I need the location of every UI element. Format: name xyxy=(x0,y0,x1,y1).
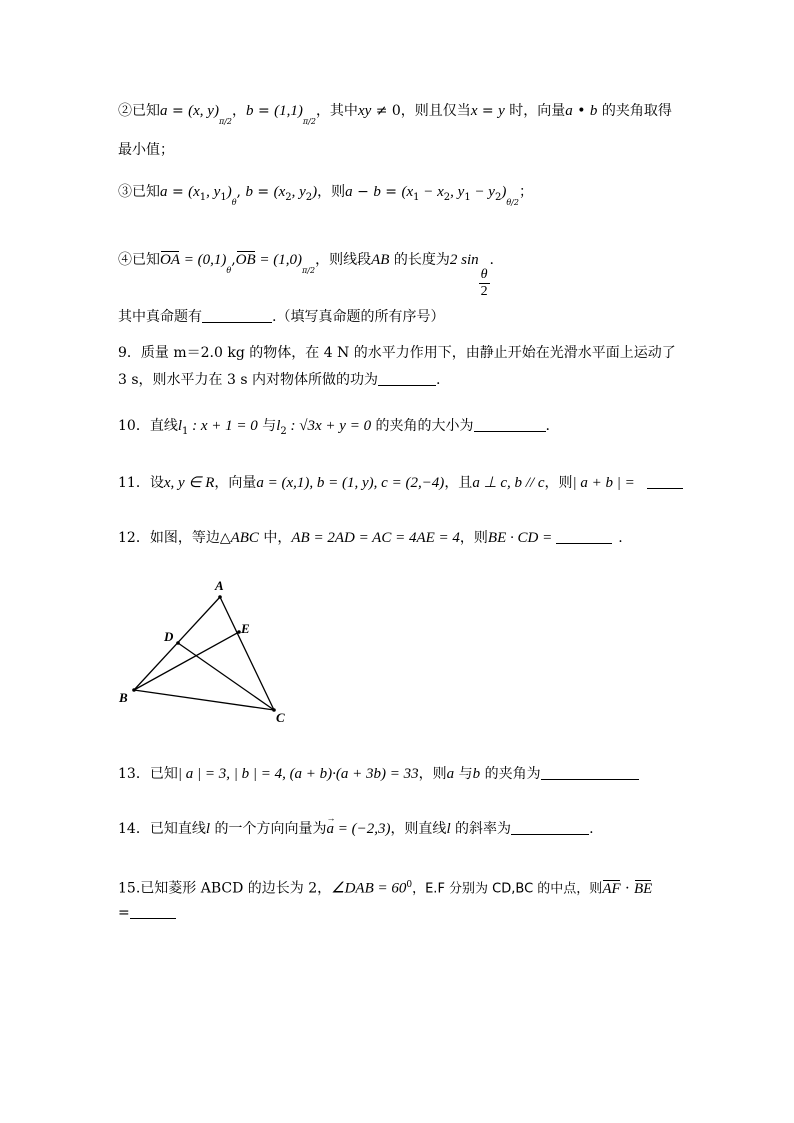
m: , y xyxy=(291,184,306,200)
fraction xyxy=(479,267,490,300)
math-xy: (x, y) xyxy=(188,103,219,119)
m: | a | = 3, | b | = 4, (a + b)·(a + 3b) = 33 xyxy=(177,766,419,782)
text: . xyxy=(435,372,441,388)
math-a2: a xyxy=(565,103,573,119)
m: = xyxy=(252,184,274,200)
math-a: a xyxy=(160,103,168,119)
m: 的斜率为 xyxy=(450,821,512,837)
m: ； xyxy=(518,184,533,200)
m: ) xyxy=(312,184,318,200)
m: − y xyxy=(470,184,495,200)
q12 xyxy=(118,528,623,548)
m: a xyxy=(345,184,353,200)
q9-line-1: 9．质量 m＝2.0 kg 的物体，在 4 N 的水平力作用下，由静止开始在光滑水平面上运动了 xyxy=(118,345,676,361)
m: θ/2 xyxy=(506,198,519,207)
m: l xyxy=(446,821,451,837)
item-4 xyxy=(118,250,494,300)
m: : √3x + y = 0 xyxy=(286,418,372,434)
fraction-denominator: 2 xyxy=(480,284,488,299)
m: AB xyxy=(371,252,390,268)
text: ≠ 0，则且仅当 xyxy=(371,103,471,119)
math-b: b xyxy=(246,103,254,119)
label-e: E xyxy=(241,621,250,636)
m: , y xyxy=(450,184,465,200)
q10 xyxy=(118,416,550,442)
answer-blank[interactable] xyxy=(511,820,589,835)
math-b2: b xyxy=(589,103,598,119)
m: ，则 xyxy=(459,530,488,546)
m: 1 xyxy=(199,192,207,203)
m: ，E.F 分别为 CD,BC 的中点，则 xyxy=(412,881,603,897)
m: | a + b | = xyxy=(572,475,635,491)
answer-blank[interactable] xyxy=(378,371,436,386)
m: x, y ∈ R xyxy=(163,475,215,491)
m: → a xyxy=(326,819,334,839)
q14 xyxy=(118,819,594,839)
text: .（填写真命题的所有序号） xyxy=(272,309,445,325)
subscript: π/2 xyxy=(302,117,316,126)
item-3 xyxy=(118,182,533,213)
m: ) xyxy=(501,184,507,200)
m: 中， xyxy=(258,530,292,546)
vector-oa: OA xyxy=(160,252,180,268)
m: b xyxy=(373,184,381,200)
side-bc xyxy=(134,690,274,710)
m: . xyxy=(489,252,494,268)
m: = (−2,3) xyxy=(333,821,391,837)
m: 2 xyxy=(494,192,502,203)
text: 的夹角取得 xyxy=(597,103,672,119)
q11 xyxy=(118,473,683,493)
summary xyxy=(118,307,444,327)
triangle-figure xyxy=(110,570,310,730)
side-ac xyxy=(220,597,274,710)
math-x: x xyxy=(470,103,478,119)
text: ②已知 xyxy=(118,103,160,119)
m: AB = 2AD = AC = 4AE = 4 xyxy=(291,530,460,546)
text: ④已知 xyxy=(118,252,160,268)
item-2-line-2: 最小值； xyxy=(118,142,174,158)
m: 2 sin xyxy=(449,252,479,268)
label-a: A xyxy=(215,578,224,593)
m: · xyxy=(620,880,634,897)
m: 1 xyxy=(464,192,471,203)
m: 1 xyxy=(182,426,189,437)
m: = xyxy=(167,184,189,200)
m: 2 xyxy=(443,192,451,203)
subscript: π/2 xyxy=(218,117,232,126)
q9-line-2 xyxy=(118,370,440,390)
text: = xyxy=(253,103,275,119)
segment-be xyxy=(134,632,239,690)
text: ③已知 xyxy=(118,184,160,200)
m: ，则 xyxy=(317,184,346,200)
text: 时，向量 xyxy=(504,103,566,119)
m: a xyxy=(160,184,168,200)
m: ，则 xyxy=(418,766,447,782)
m: ，则线段 xyxy=(315,252,372,268)
label-d: D xyxy=(164,629,174,644)
q13 xyxy=(118,764,639,784)
m: ，向量 xyxy=(214,475,257,491)
m: ) xyxy=(226,184,232,200)
m: : x + 1 = 0 xyxy=(188,418,258,434)
text: = xyxy=(118,905,130,921)
answer-blank[interactable] xyxy=(556,529,612,544)
m: . xyxy=(545,418,550,434)
answer-blank[interactable] xyxy=(647,474,683,489)
answer-blank[interactable] xyxy=(130,904,176,919)
label-b: B xyxy=(119,690,128,705)
m: 1 xyxy=(413,192,420,203)
segment-cd xyxy=(178,643,274,710)
m: a ⊥ c, b // c xyxy=(472,475,545,491)
math-11: (1,1) xyxy=(274,103,303,119)
m: , y xyxy=(206,184,221,200)
m: 与 xyxy=(454,766,473,782)
m: θ xyxy=(231,198,237,207)
fraction-numerator: θ xyxy=(480,267,488,282)
m: (x xyxy=(188,184,200,200)
m: b xyxy=(245,184,253,200)
m: = xyxy=(380,184,402,200)
text: = xyxy=(167,103,189,119)
m: a = (x,1), b = (1, y), c = (2,−4) xyxy=(256,475,445,491)
m: 2 xyxy=(285,192,292,203)
m: ，则直线 xyxy=(390,821,447,837)
m: (x xyxy=(401,184,414,200)
m: 2 xyxy=(280,426,287,437)
m: 的一个方向向量为 xyxy=(210,821,327,837)
m: 的夹角为 xyxy=(480,766,541,782)
math-xy2: xy xyxy=(357,103,372,119)
m: l xyxy=(177,418,182,434)
m: ，且 xyxy=(444,475,473,491)
m: π/2 xyxy=(302,266,316,275)
m: 与 xyxy=(257,418,277,434)
text: 11．设 xyxy=(118,475,164,491)
m: b xyxy=(472,766,481,782)
m: . xyxy=(618,530,623,546)
vector-be: BE xyxy=(634,880,653,897)
answer-blank[interactable] xyxy=(202,308,272,323)
text: 15.已知菱形 ABCD 的边长为 2， xyxy=(118,880,332,897)
m: = (0,1) xyxy=(180,252,227,268)
text: • xyxy=(572,103,590,119)
q15-line-1 xyxy=(118,875,652,900)
m: BE · CD = xyxy=(487,530,553,546)
m: 2 xyxy=(305,192,313,203)
vector-af: AF xyxy=(602,880,621,897)
m: 0 xyxy=(406,880,413,890)
text: 其中真命题有 xyxy=(118,309,202,325)
m: − xyxy=(352,184,374,200)
m: . xyxy=(589,821,594,837)
m: 的长度为 xyxy=(389,252,450,268)
m: − x xyxy=(419,184,444,200)
text: 14．已知直线 xyxy=(118,821,206,837)
m: ，则 xyxy=(544,475,573,491)
text: ， xyxy=(232,103,246,119)
m: θ xyxy=(226,266,232,275)
m: , xyxy=(231,252,236,268)
answer-blank[interactable] xyxy=(474,417,546,432)
m: a xyxy=(446,766,455,782)
m: 的夹角的大小为 xyxy=(371,418,474,434)
m: , xyxy=(236,184,246,200)
text: 10．直线 xyxy=(118,418,178,434)
text: 12．如图，等边△ xyxy=(118,530,231,546)
m: 1 xyxy=(220,192,227,203)
vector-ob: OB xyxy=(235,252,256,268)
m: l xyxy=(276,418,281,434)
math-y: y xyxy=(498,103,505,119)
item-2-line-1 xyxy=(118,101,672,132)
text: 13．已知 xyxy=(118,766,178,782)
answer-blank[interactable] xyxy=(541,765,639,780)
q15-line-2 xyxy=(118,903,176,923)
label-c: C xyxy=(276,710,285,725)
m: ∠DAB = 60 xyxy=(331,880,407,897)
text: = xyxy=(477,103,499,119)
m: ABC xyxy=(230,530,259,546)
text: 3 s，则水平力在 3 s 内对物体所做的功为 xyxy=(118,372,378,388)
m: (x xyxy=(273,184,286,200)
m: l xyxy=(205,821,210,837)
m: = (1,0) xyxy=(255,252,303,268)
text: ，其中 xyxy=(315,103,358,119)
